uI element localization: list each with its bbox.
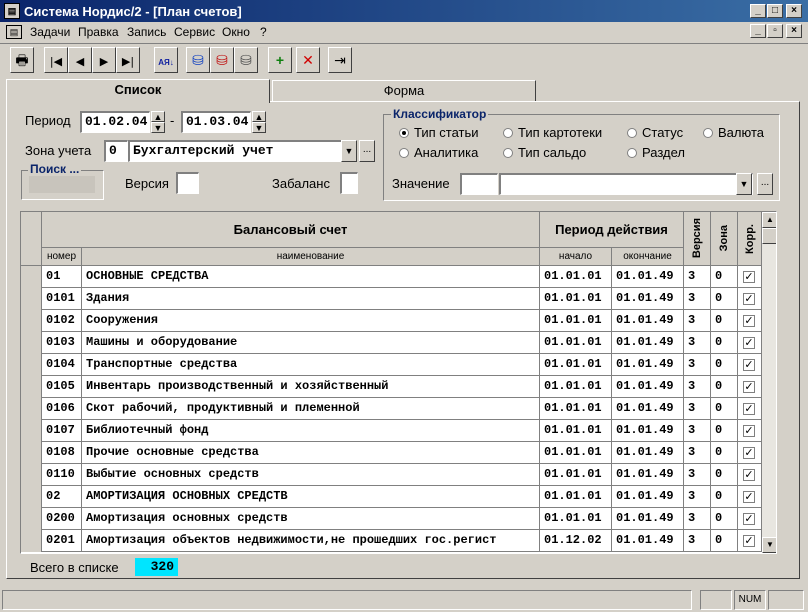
zone-select[interactable]: Бухгалтерский учет xyxy=(128,140,357,162)
row-indicator[interactable] xyxy=(21,332,42,354)
printer-icon: 🖶 xyxy=(15,53,29,69)
cell-corr xyxy=(738,332,762,354)
status-pane-3 xyxy=(768,590,804,610)
cell-zone[interactable]: 0 xyxy=(711,530,738,552)
header-zone-text: Зона xyxy=(718,225,730,252)
cell-version[interactable]: 3 xyxy=(684,332,711,354)
cell-name[interactable]: Прочие основные средства xyxy=(82,442,540,464)
radio-cardfile-type[interactable] xyxy=(503,125,602,140)
cell-number[interactable]: 0104 xyxy=(42,354,82,376)
header-period[interactable]: Период действия xyxy=(540,212,684,248)
radio-dot xyxy=(627,148,637,158)
cell-zone[interactable]: 0 xyxy=(711,398,738,420)
sort-az-icon: AЯ↓ xyxy=(158,58,174,67)
db-up-button[interactable] xyxy=(210,47,234,73)
cell-end[interactable]: 01.01.49 xyxy=(612,464,684,486)
accounts-grid xyxy=(20,211,777,554)
radio-dot xyxy=(503,148,513,158)
cell-corr xyxy=(738,376,762,398)
row-indicator[interactable] xyxy=(21,530,42,552)
header-corr[interactable] xyxy=(738,212,762,266)
cell-end[interactable]: 01.01.49 xyxy=(612,376,684,398)
period-from-spin-up[interactable]: ▲ xyxy=(151,111,165,122)
corr-checkbox[interactable]: ✓ xyxy=(744,314,754,327)
cell-number[interactable]: 0103 xyxy=(42,332,82,354)
cell-start[interactable]: 01.01.01 xyxy=(540,398,612,420)
cell-name[interactable]: Скот рабочий, продуктивный и племенной xyxy=(82,398,540,420)
scroll-down-button[interactable]: ▼ xyxy=(762,537,777,553)
row-indicator[interactable] xyxy=(21,420,42,442)
minimize-button[interactable]: _ xyxy=(750,4,766,18)
row-indicator[interactable] xyxy=(21,266,42,288)
cell-zone[interactable]: 0 xyxy=(711,376,738,398)
radio-label: Тип картотеки xyxy=(518,125,603,140)
cell-start[interactable]: 01.01.01 xyxy=(540,508,612,530)
subheader-start[interactable]: начало xyxy=(540,248,612,266)
prev-record-button[interactable] xyxy=(68,47,92,73)
cell-name[interactable]: Инвентарь производственный и хозяйственный xyxy=(82,376,540,398)
radio-currency[interactable] xyxy=(703,125,764,140)
header-corr-text: Корр. xyxy=(743,223,756,254)
first-icon: |◀ xyxy=(49,55,63,68)
value-ellipsis-button[interactable]: ... xyxy=(757,173,773,195)
cell-version[interactable]: 3 xyxy=(684,354,711,376)
cell-name[interactable]: Здания xyxy=(82,288,540,310)
cell-end[interactable]: 01.01.49 xyxy=(612,486,684,508)
radio-article-type[interactable] xyxy=(399,125,479,140)
cell-end[interactable]: 01.01.49 xyxy=(612,310,684,332)
header-version[interactable] xyxy=(684,212,711,266)
cell-name[interactable]: Библиотечный фонд xyxy=(82,420,540,442)
cell-zone[interactable]: 0 xyxy=(711,486,738,508)
cell-name[interactable]: Машины и оборудование xyxy=(82,332,540,354)
zone-code-input[interactable]: 0 xyxy=(104,140,128,162)
table-row[interactable] xyxy=(21,420,762,442)
period-to-spin-up[interactable]: ▲ xyxy=(252,111,266,122)
table-row[interactable] xyxy=(21,464,762,486)
sort-button[interactable] xyxy=(154,47,178,73)
cell-start[interactable]: 01.12.02 xyxy=(540,530,612,552)
cell-zone[interactable]: 0 xyxy=(711,354,738,376)
row-indicator[interactable] xyxy=(21,310,42,332)
period-to-input[interactable]: 01.03.04 xyxy=(181,111,251,133)
search-input[interactable] xyxy=(29,176,95,193)
cell-end[interactable]: 01.01.49 xyxy=(612,288,684,310)
status-num: NUM xyxy=(734,590,766,610)
chevron-down-icon: ▼ xyxy=(739,179,749,189)
status-pane-main xyxy=(2,590,692,610)
exit-door-icon: ⇥ xyxy=(334,53,346,69)
cell-number[interactable]: 0105 xyxy=(42,376,82,398)
row-indicator[interactable] xyxy=(21,354,42,376)
tab-form[interactable]: Форма xyxy=(272,80,536,102)
radio-dot xyxy=(627,128,637,138)
period-to-spin-down[interactable]: ▼ xyxy=(252,122,266,133)
value-label: Значение xyxy=(392,176,450,191)
radio-dot xyxy=(399,128,409,138)
table-row[interactable] xyxy=(21,508,762,530)
cell-number[interactable]: 0101 xyxy=(42,288,82,310)
last-icon: ▶| xyxy=(121,55,135,68)
cell-corr xyxy=(738,464,762,486)
cell-zone[interactable]: 0 xyxy=(711,442,738,464)
classifier-title: Классификатор xyxy=(393,107,487,121)
header-zone[interactable] xyxy=(711,212,738,266)
cell-number[interactable]: 0102 xyxy=(42,310,82,332)
cell-version[interactable]: 3 xyxy=(684,310,711,332)
zone-label: Зона учета xyxy=(25,143,92,158)
mdi-minimize-button[interactable]: _ xyxy=(750,24,766,38)
radio-dot xyxy=(503,128,513,138)
prev-icon: ◀ xyxy=(75,55,85,68)
cell-corr xyxy=(738,398,762,420)
radio-label: Статус xyxy=(642,125,684,140)
row-indicator[interactable] xyxy=(21,486,42,508)
search-group-title: Поиск ... xyxy=(30,162,80,176)
cell-zone[interactable]: 0 xyxy=(711,332,738,354)
database-up-icon: ⛁ xyxy=(216,53,228,69)
period-dash: - xyxy=(170,113,175,128)
radio-label: Раздел xyxy=(642,145,685,160)
db-down-button[interactable] xyxy=(186,47,210,73)
mdi-doc-icon[interactable]: ▤ xyxy=(6,25,22,39)
cell-number[interactable]: 0107 xyxy=(42,420,82,442)
cell-version[interactable]: 3 xyxy=(684,288,711,310)
cell-number[interactable]: 0201 xyxy=(42,530,82,552)
zone-ellipsis-button[interactable]: ... xyxy=(359,140,375,162)
cell-corr xyxy=(738,530,762,552)
zone-dropdown-button[interactable] xyxy=(341,140,357,162)
cell-name[interactable]: Транспортные средства xyxy=(82,354,540,376)
radio-label: Аналитика xyxy=(414,145,479,160)
row-indicator[interactable] xyxy=(21,288,42,310)
radio-status[interactable] xyxy=(627,125,683,140)
cell-corr xyxy=(738,288,762,310)
vertical-scrollbar[interactable] xyxy=(762,212,777,553)
cell-zone[interactable]: 0 xyxy=(711,508,738,530)
cell-corr xyxy=(738,266,762,288)
cell-version[interactable]: 3 xyxy=(684,508,711,530)
title-bar xyxy=(0,0,808,22)
chevron-down-icon: ▼ xyxy=(344,146,354,156)
cell-number[interactable]: 02 xyxy=(42,486,82,508)
cell-version[interactable]: 3 xyxy=(684,398,711,420)
cell-start[interactable]: 01.01.01 xyxy=(540,266,612,288)
corr-checkbox[interactable]: ✓ xyxy=(744,490,754,503)
first-record-button[interactable] xyxy=(44,47,68,73)
scroll-up-button[interactable]: ▲ xyxy=(762,212,777,228)
row-indicator[interactable] xyxy=(21,442,42,464)
table-row[interactable] xyxy=(21,398,762,420)
status-pane-1 xyxy=(700,590,732,610)
cell-corr xyxy=(738,442,762,464)
row-indicator[interactable] xyxy=(21,508,42,530)
cell-version[interactable]: 3 xyxy=(684,530,711,552)
offbalance-input[interactable] xyxy=(340,172,358,194)
subheader-name[interactable]: наименование xyxy=(82,248,540,266)
total-value: 320 xyxy=(135,558,178,576)
cell-zone[interactable]: 0 xyxy=(711,310,738,332)
value-dropdown-button[interactable] xyxy=(736,173,752,195)
cell-start[interactable]: 01.01.01 xyxy=(540,288,612,310)
cell-zone[interactable]: 0 xyxy=(711,266,738,288)
table-row[interactable] xyxy=(21,354,762,376)
version-label: Версия xyxy=(125,176,169,191)
offbalance-label: Забаланс xyxy=(272,176,330,191)
menu-window[interactable]: Окно xyxy=(222,25,250,39)
menu-record[interactable]: Запись xyxy=(127,25,167,39)
cell-end[interactable]: 01.01.49 xyxy=(612,442,684,464)
header-account[interactable]: Балансовый счет xyxy=(42,212,540,248)
delete-record-button[interactable] xyxy=(296,47,320,73)
radio-dot xyxy=(399,148,409,158)
cell-corr xyxy=(738,354,762,376)
exit-button[interactable] xyxy=(328,47,352,73)
cell-zone[interactable]: 0 xyxy=(711,288,738,310)
cell-end[interactable]: 01.01.49 xyxy=(612,332,684,354)
cell-start[interactable]: 01.01.01 xyxy=(540,332,612,354)
header-version-text: Версия xyxy=(691,218,703,259)
cell-start[interactable]: 01.01.01 xyxy=(540,420,612,442)
corr-checkbox[interactable]: ✓ xyxy=(744,424,754,437)
cell-end[interactable]: 01.01.49 xyxy=(612,508,684,530)
table-row[interactable] xyxy=(21,266,762,288)
cell-start[interactable]: 01.01.01 xyxy=(540,442,612,464)
next-record-button[interactable] xyxy=(92,47,116,73)
cell-start[interactable]: 01.01.01 xyxy=(540,376,612,398)
cell-version[interactable]: 3 xyxy=(684,486,711,508)
maximize-button[interactable]: □ xyxy=(767,4,783,18)
menu-help[interactable]: ? xyxy=(260,25,267,39)
radio-section[interactable] xyxy=(627,145,685,160)
cell-version[interactable]: 3 xyxy=(684,376,711,398)
table-row[interactable] xyxy=(21,288,762,310)
cell-start[interactable]: 01.01.01 xyxy=(540,354,612,376)
mdi-restore-button[interactable]: ▫ xyxy=(767,24,783,38)
cell-name[interactable]: Амортизация объектов недвижимости,не прошедших гос.регист xyxy=(82,530,540,552)
cell-start[interactable]: 01.01.01 xyxy=(540,486,612,508)
corr-checkbox[interactable]: ✓ xyxy=(744,534,754,547)
add-doc-icon: + xyxy=(275,52,285,68)
corr-checkbox[interactable]: ✓ xyxy=(744,512,754,525)
cell-start[interactable]: 01.01.01 xyxy=(540,464,612,486)
cell-version[interactable]: 3 xyxy=(684,442,711,464)
menu-service[interactable]: Сервис xyxy=(174,25,216,39)
corr-checkbox[interactable]: ✓ xyxy=(744,380,754,393)
cell-corr xyxy=(738,508,762,530)
delete-doc-icon: ✕ xyxy=(302,53,314,69)
cell-corr xyxy=(738,420,762,442)
subheader-number[interactable]: номер xyxy=(42,248,82,266)
radio-label: Тип сальдо xyxy=(518,145,587,160)
tab-list[interactable]: Список xyxy=(6,79,270,103)
cell-name[interactable]: Выбытие основных средств xyxy=(82,464,540,486)
row-indicator[interactable] xyxy=(21,464,42,486)
radio-dot xyxy=(703,128,713,138)
db-clear-button[interactable] xyxy=(234,47,258,73)
cell-number[interactable]: 0110 xyxy=(42,464,82,486)
period-from-input[interactable]: 01.02.04 xyxy=(80,111,150,133)
corr-checkbox[interactable]: ✓ xyxy=(744,446,754,459)
cell-name[interactable]: Амортизация основных средств xyxy=(82,508,540,530)
mdi-close-button[interactable]: × xyxy=(786,24,802,38)
row-indicator[interactable] xyxy=(21,376,42,398)
cell-number[interactable]: 0108 xyxy=(42,442,82,464)
corr-checkbox[interactable]: ✓ xyxy=(744,468,754,481)
cell-version[interactable]: 3 xyxy=(684,420,711,442)
radio-label: Тип статьи xyxy=(414,125,479,140)
cell-corr xyxy=(738,310,762,332)
table-row[interactable] xyxy=(21,442,762,464)
indicator-header xyxy=(21,212,42,266)
table-row[interactable] xyxy=(21,530,762,552)
menu-tasks[interactable]: Задачи xyxy=(30,25,71,39)
table-row[interactable] xyxy=(21,332,762,354)
next-icon: ▶ xyxy=(99,55,109,68)
subheader-end[interactable]: окончание xyxy=(612,248,684,266)
corr-checkbox[interactable]: ✓ xyxy=(744,270,754,283)
cell-number[interactable]: 0106 xyxy=(42,398,82,420)
database-clear-icon: ⛁ xyxy=(240,53,252,69)
cell-end[interactable]: 01.01.49 xyxy=(612,398,684,420)
corr-checkbox[interactable]: ✓ xyxy=(744,358,754,371)
cell-version[interactable]: 3 xyxy=(684,266,711,288)
corr-checkbox[interactable]: ✓ xyxy=(744,292,754,305)
window-title: Система Нордис/2 - [План счетов] xyxy=(24,4,242,19)
total-label: Всего в списке xyxy=(30,560,119,575)
cell-name[interactable]: ОСНОВНЫЕ СРЕДСТВА xyxy=(82,266,540,288)
cell-name[interactable]: Сооружения xyxy=(82,310,540,332)
row-indicator[interactable] xyxy=(21,398,42,420)
last-record-button[interactable] xyxy=(116,47,140,73)
corr-checkbox[interactable]: ✓ xyxy=(744,402,754,415)
cell-zone[interactable]: 0 xyxy=(711,464,738,486)
radio-analytics[interactable] xyxy=(399,145,478,160)
cell-end[interactable]: 01.01.49 xyxy=(612,354,684,376)
cell-end[interactable]: 01.01.49 xyxy=(612,420,684,442)
table-row[interactable] xyxy=(21,376,762,398)
menu-edit[interactable]: Правка xyxy=(78,25,119,39)
version-input[interactable] xyxy=(176,172,199,194)
cell-corr xyxy=(738,486,762,508)
cell-end[interactable]: 01.01.49 xyxy=(612,530,684,552)
radio-label: Валюта xyxy=(718,125,764,140)
radio-balance-type[interactable] xyxy=(503,145,586,160)
menu-bar xyxy=(0,22,808,42)
value-code-input[interactable] xyxy=(460,173,498,195)
corr-checkbox[interactable]: ✓ xyxy=(744,336,754,349)
cell-version[interactable]: 3 xyxy=(684,464,711,486)
period-from-spin-down[interactable]: ▼ xyxy=(151,122,165,133)
scroll-thumb[interactable] xyxy=(762,228,777,244)
period-label: Период xyxy=(25,113,71,128)
app-icon[interactable]: ▤ xyxy=(4,3,20,19)
database-down-icon: ⛁ xyxy=(192,53,204,69)
close-button[interactable]: × xyxy=(786,4,802,18)
value-select[interactable] xyxy=(499,173,753,195)
cell-end[interactable]: 01.01.49 xyxy=(612,266,684,288)
cell-number[interactable]: 01 xyxy=(42,266,82,288)
cell-name[interactable]: АМОРТИЗАЦИЯ ОСНОВНЫХ СРЕДСТВ xyxy=(82,486,540,508)
cell-zone[interactable]: 0 xyxy=(711,420,738,442)
cell-start[interactable]: 01.01.01 xyxy=(540,310,612,332)
print-button[interactable] xyxy=(10,47,34,73)
add-record-button[interactable] xyxy=(268,47,292,73)
table-row[interactable] xyxy=(21,310,762,332)
table-row[interactable] xyxy=(21,486,762,508)
cell-number[interactable]: 0200 xyxy=(42,508,82,530)
